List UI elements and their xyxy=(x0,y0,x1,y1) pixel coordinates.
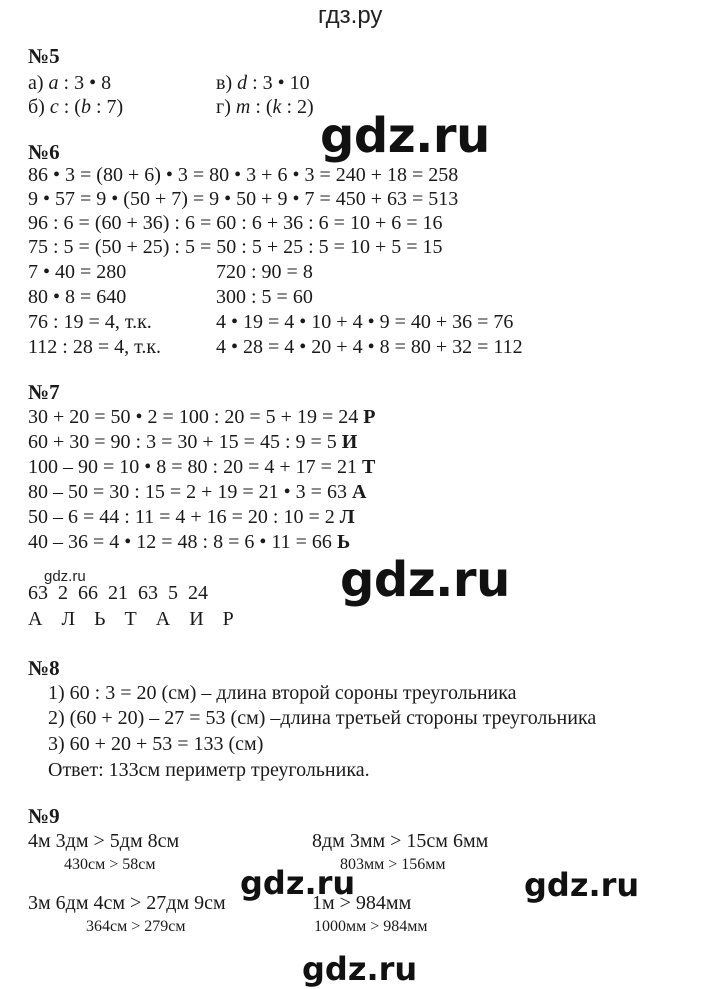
task9-row-right: 803мм > 156мм xyxy=(340,856,446,873)
task7-line: 80 – 50 = 30 : 15 = 2 + 19 = 21 • 3 = 63 А xyxy=(28,481,367,503)
task6-pair-right: 4 • 28 = 4 • 20 + 4 • 8 = 80 + 32 = 112 xyxy=(216,336,523,358)
task6-pair-left: 112 : 28 = 4, т.к. xyxy=(28,336,162,358)
task8-line: 2) (60 + 20) – 27 = 53 (см) –длина третьей стороны треугольника xyxy=(48,707,597,729)
task6-line: 75 : 5 = (50 + 25) : 5 = 50 : 5 + 25 : 5 = 10 + 5 = 15 xyxy=(28,236,443,258)
task5-item-g: г) m : (k : 2) xyxy=(216,96,314,118)
task6-line: 96 : 6 = (60 + 36) : 6 = 60 : 6 + 36 : 6 = 10 + 6 = 16 xyxy=(28,212,443,234)
task6-pair-left: 76 : 19 = 4, т.к. xyxy=(28,311,152,333)
task9-row-right: 1000мм > 984мм xyxy=(314,918,428,935)
watermark-logo: gdz.ru xyxy=(340,552,510,608)
task5-heading: №5 xyxy=(28,44,60,68)
task6-line: 9 • 57 = 9 • (50 + 7) = 9 • 50 + 9 • 7 = 450 + 63 = 513 xyxy=(28,188,459,210)
task8-line: 3) 60 + 20 + 53 = 133 (см) xyxy=(48,733,264,755)
task7-line: 100 – 90 = 10 • 8 = 80 : 20 = 4 + 17 = 21 Т xyxy=(28,456,376,478)
task6-heading: №6 xyxy=(28,140,60,164)
watermark-small: gdz.ru xyxy=(44,568,86,585)
task9-heading: №9 xyxy=(28,804,60,828)
task8-line: 1) 60 : 3 = 20 (см) – длина второй сороны треугольника xyxy=(48,682,517,704)
task9-row-right: 8дм 3мм > 15см 6мм xyxy=(312,830,489,852)
task7-line: 60 + 30 = 90 : 3 = 30 + 15 = 45 : 9 = 5 И xyxy=(28,431,358,453)
task6-pair-right: 300 : 5 = 60 xyxy=(216,286,313,308)
task7-line: 50 – 6 = 44 : 11 = 4 + 16 = 20 : 10 = 2 Л xyxy=(28,506,355,528)
task9-row-left: 3м 6дм 4см > 27дм 9см xyxy=(28,892,226,914)
task8-answer: Ответ: 133см периметр треугольника. xyxy=(48,759,370,781)
task9-row-left: 4м 3дм > 5дм 8см xyxy=(28,830,180,852)
watermark-logo: gdz.ru xyxy=(240,864,356,902)
task6-pair-left: 80 • 8 = 640 xyxy=(28,286,127,308)
task7-line: 30 + 20 = 50 • 2 = 100 : 20 = 5 + 19 = 24 Р xyxy=(28,406,376,428)
task9-row-left: 430см > 58см xyxy=(64,856,156,873)
task6-pair-left: 7 • 40 = 280 xyxy=(28,261,127,283)
task8-heading: №8 xyxy=(28,656,60,680)
task7-line: 40 – 36 = 4 • 12 = 48 : 8 = 6 • 11 = 66 Ь xyxy=(28,531,351,553)
task5-item-a: а) a : 3 • 8 xyxy=(28,72,112,94)
task9-row-left: 364см > 279см xyxy=(86,918,186,935)
task5-item-v: в) d : 3 • 10 xyxy=(216,72,310,94)
task9-row-right: 1м > 984мм xyxy=(312,892,412,914)
task7-numbers-row: 63 2 66 21 63 5 24 xyxy=(28,582,208,604)
site-header: гдз.ру xyxy=(318,2,383,29)
task6-pair-right: 4 • 19 = 4 • 10 + 4 • 9 = 40 + 36 = 76 xyxy=(216,311,514,333)
task5-item-b: б) c : (b : 7) xyxy=(28,96,124,118)
watermark-logo: gdz.ru xyxy=(524,866,640,904)
watermark-logo: gdz.ru xyxy=(302,950,418,988)
watermark-logo: gdz.ru xyxy=(320,108,490,164)
task6-pair-right: 720 : 90 = 8 xyxy=(216,261,313,283)
task6-line: 86 • 3 = (80 + 6) • 3 = 80 • 3 + 6 • 3 = 240 + 18 = 258 xyxy=(28,164,459,186)
task7-letters-row: А Л Ь Т А И Р xyxy=(28,608,235,630)
task7-heading: №7 xyxy=(28,380,60,404)
